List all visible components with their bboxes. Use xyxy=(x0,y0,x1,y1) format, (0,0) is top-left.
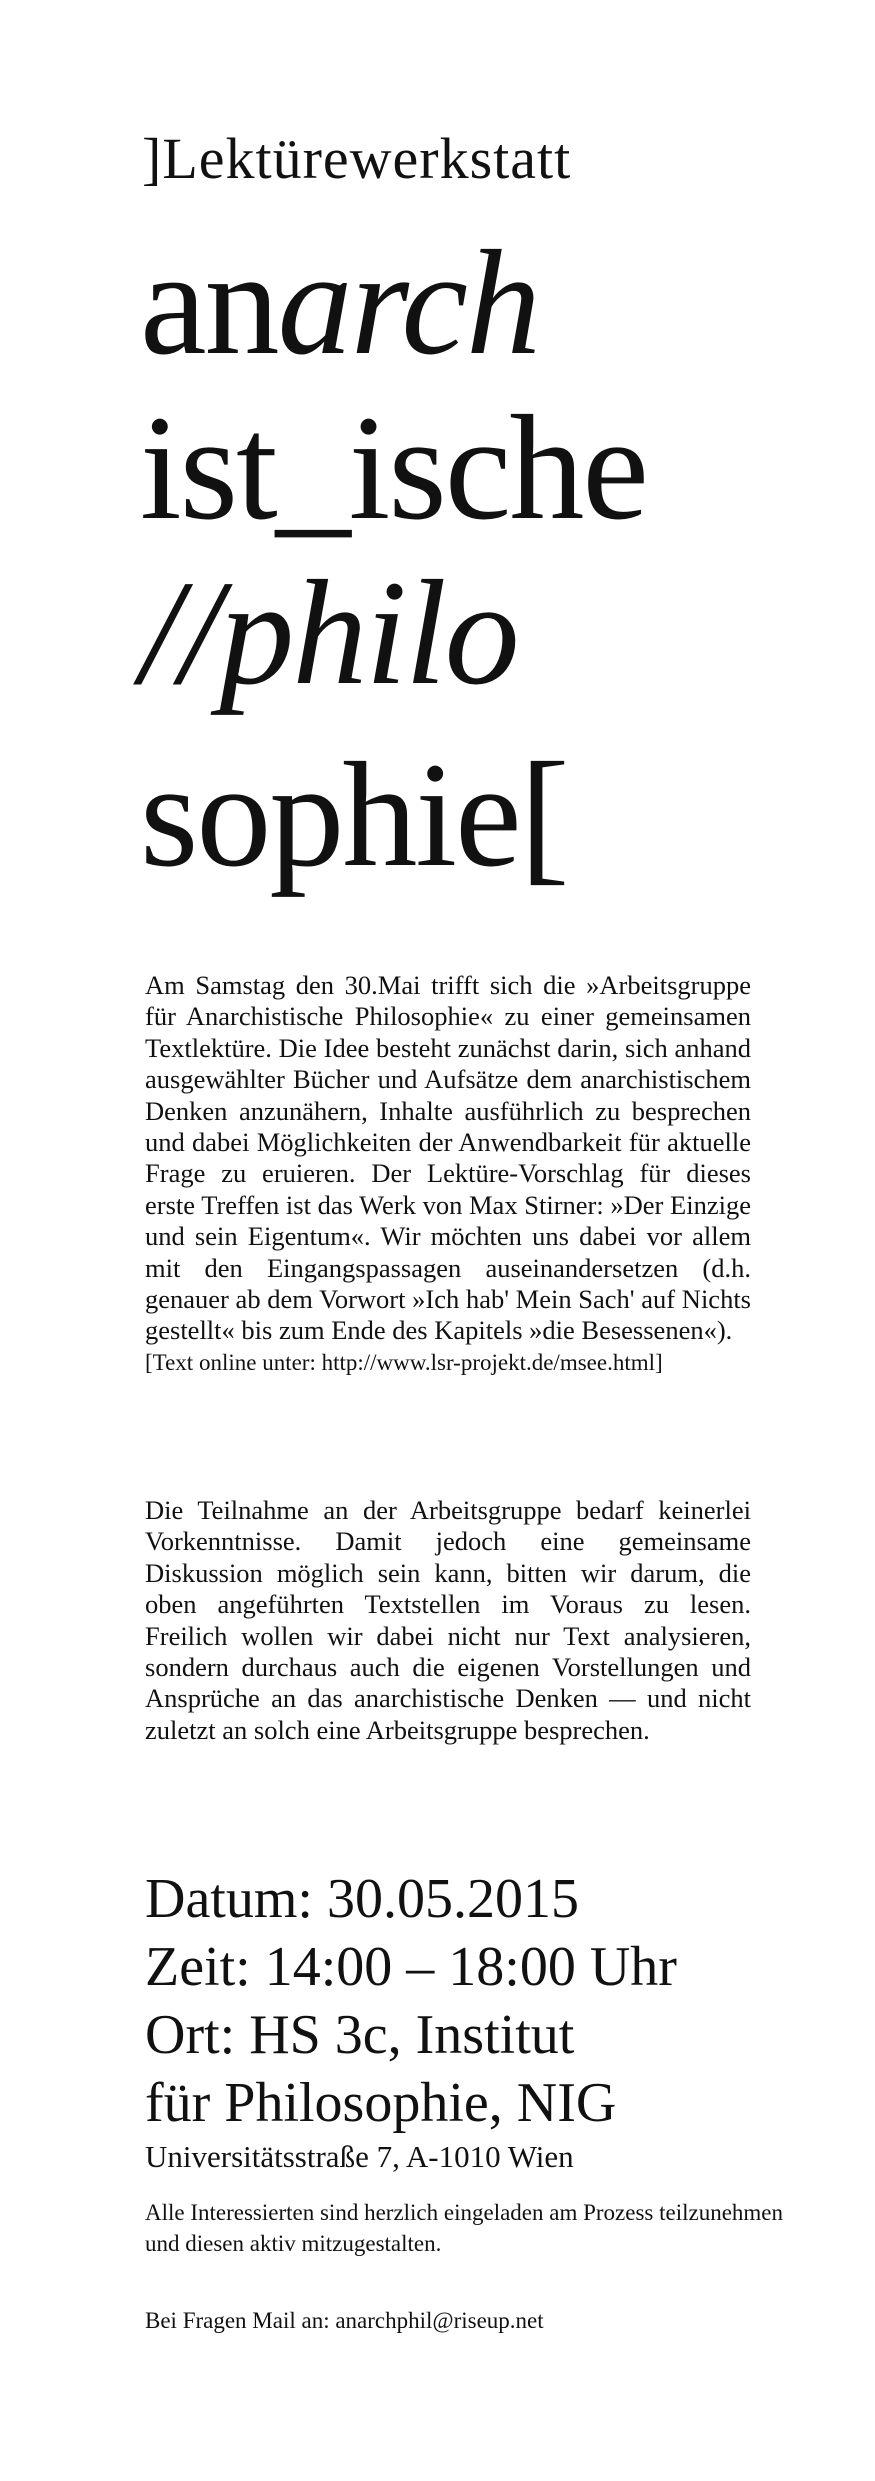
event-date: Datum: 30.05.2015 xyxy=(145,1868,579,1930)
source-link-text: [Text online unter: http://www.lsr-projekt.de/msee.html] xyxy=(145,1349,663,1375)
title-line-2: ist_ische xyxy=(140,385,647,551)
event-address: Universitätsstraße 7, A-1010 Wien xyxy=(145,2139,574,2174)
event-place-line-1: Ort: HS 3c, Institut xyxy=(145,2004,575,2066)
title-line-1-italic: arch xyxy=(277,220,539,386)
intro-paragraph xyxy=(145,970,751,1378)
title-line-4: sophie[ xyxy=(140,732,568,898)
event-time: Zeit: 14:00 – 18:00 Uhr xyxy=(145,1936,677,1998)
title-line-1-roman: an xyxy=(140,220,278,386)
title-line-3: //philo xyxy=(140,550,518,716)
contact-line: Bei Fragen Mail an: anarchphil@riseup.net xyxy=(145,2308,544,2333)
event-place-line-2: für Philosophie, NIG xyxy=(145,2072,617,2134)
intro-text: Am Samstag den 30.Mai trifft sich die »Arbeitsgruppe für Anarchistische Philosophie« zu einer gemeinsamen Textlektüre. Die Idee besteht zunächst darin, sich anhand ausgewählter Bücher und Aufsätze dem anarchistischem Denken anzunähern, Inhalte ausführlich zu besprechen und dabei Möglichkeiten der Anwendbarkeit für aktuelle Frage zu eruieren. Der Lektüre-Vorschlag für dieses erste Treffen ist das Werk von Max Stirner: »Der Einzige und sein Eigentum«. Wir möchten uns dabei vor allem mit den Eingangspassagen auseinandersetzen (d.h. genauer ab dem Vorwort »Ich hab' Mein Sach' auf Nichts gestellt« bis zum Ende des Kapitels »die Besessenen«). xyxy=(145,970,751,1346)
kicker-heading: ]Lektürewerkstatt xyxy=(142,126,572,191)
title-line-1 xyxy=(140,220,539,386)
event-details xyxy=(145,1865,677,2177)
invitation-text: Alle Interessierten sind herzlich eingeladen am Prozess teilzunehmen und diesen aktiv mitzugestalten. xyxy=(145,2200,784,2256)
participation-paragraph: Die Teilnahme an der Arbeitsgruppe bedarf keinerlei Vorkenntnisse. Damit jedoch eine gemeinsame Diskussion möglich sein kann, bitten wir darum, die oben angeführten Textstellen im Voraus zu lesen. Freilich wollen wir dabei nicht nur Text analysieren, sondern durchaus auch die eigenen Vorstellungen und Ansprüche an das anarchistische Denken — und nicht zuletzt an solch eine Arbeitsgruppe besprechen. xyxy=(145,1495,751,1745)
